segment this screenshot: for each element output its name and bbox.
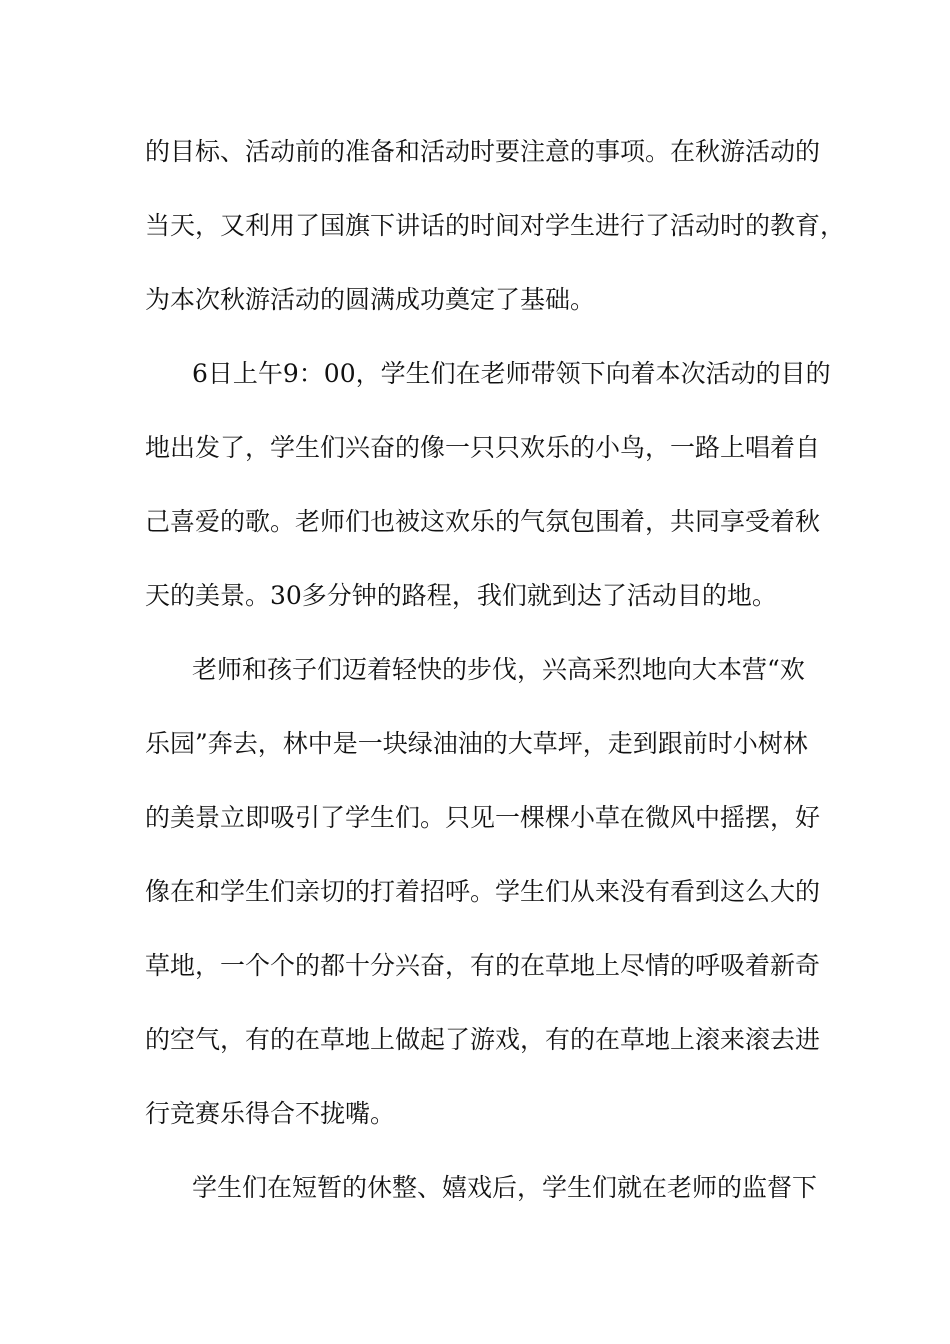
paragraph-start-line: 6日上午9：00，学生们在老师带领下向着本次活动的目的 — [192, 359, 831, 388]
paragraph-start-line: 老师和孩子们迈着轻快的步伐，兴高采烈地向大本营“欢 — [192, 655, 805, 684]
text-line: 行竞赛乐得合不拢嘴。 — [145, 1099, 396, 1128]
text-line: 的目标、活动前的准备和活动时要注意的事项。在秋游活动的 — [145, 137, 821, 166]
text-line: 地出发了，学生们兴奋的像一只只欢乐的小鸟，一路上唱着自 — [145, 433, 821, 462]
text-line: 当天，又利用了国旗下讲话的时间对学生进行了活动时的教育， — [145, 211, 846, 240]
text-line: 像在和学生们亲切的打着招呼。学生们从来没有看到这么大的 — [145, 877, 821, 906]
text-line: 为本次秋游活动的圆满成功奠定了基础。 — [145, 285, 596, 314]
text-line: 己喜爱的歌。老师们也被这欢乐的气氛包围着，共同享受着秋 — [145, 507, 821, 536]
text-line: 的美景立即吸引了学生们。只见一棵棵小草在微风中摇摆，好 — [145, 803, 821, 832]
text-line: 的空气，有的在草地上做起了游戏，有的在草地上滚来滚去进 — [145, 1025, 821, 1054]
text-line: 天的美景。30多分钟的路程，我们就到达了活动目的地。 — [145, 581, 777, 610]
text-line: 乐园”奔去，林中是一块绿油油的大草坪，走到跟前时小树林 — [145, 729, 808, 758]
paragraph-start-line: 学生们在短暂的休整、嬉戏后，学生们就在老师的监督下 — [192, 1173, 818, 1202]
text-line: 草地，一个个的都十分兴奋，有的在草地上尽情的呼吸着新奇 — [145, 951, 821, 980]
